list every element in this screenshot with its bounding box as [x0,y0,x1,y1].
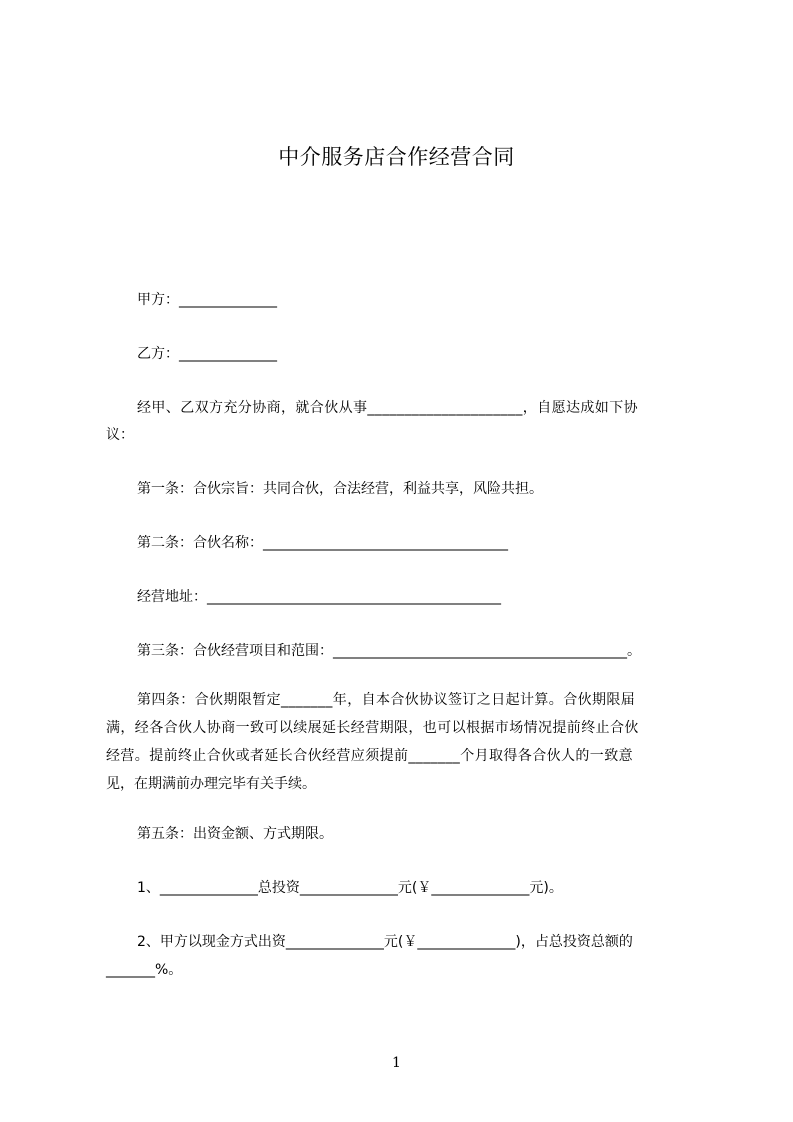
article-2-line: 第二条：合伙名称：___________________________________ [137,535,508,551]
preamble-line-2: 议： [106,427,134,443]
document-title: 中介服务店合作经营合同 [278,145,515,169]
article-5-item-2-line-1: 2、甲方以现金方式出资______________元(￥______________)，占总投资总额的 [137,934,633,950]
article-4-line-1: 第四条：合伙期限暂定_______年，自本合伙协议签订之日起计算。合伙期限届 [137,692,636,708]
party-a-line: 甲方：______________ [137,292,277,308]
business-address-line: 经营地址：__________________________________________ [137,589,501,605]
article-1-line: 第一条：合伙宗旨：共同合伙，合法经营，利益共享，风险共担。 [137,481,543,497]
preamble-line-1: 经甲、乙双方充分协商，就合伙从事_____________________，自愿达成如下协 [137,400,638,416]
party-b-line: 乙方：______________ [137,346,277,362]
article-4-line-4: 见，在期满前办理完毕有关手续。 [106,776,316,792]
article-3-line: 第三条：合伙经营项目和范围：__________________________________________。 [137,643,641,659]
article-5-line: 第五条：出资金额、方式期限。 [137,826,333,842]
article-5-item-2-line-2: _______%。 [106,962,183,978]
page-number: 1 [392,1055,401,1071]
article-4-line-2: 满，经各合伙人协商一致可以续展延长经营期限，也可以根据市场情况提前终止合伙 [106,720,639,736]
article-5-item-1: 1、______________总投资______________元(￥______________元)。 [137,880,563,896]
article-4-line-3: 经营。提前终止合伙或者延长合伙经营应须提前_______个月取得各合伙人的一致意 [106,748,633,764]
